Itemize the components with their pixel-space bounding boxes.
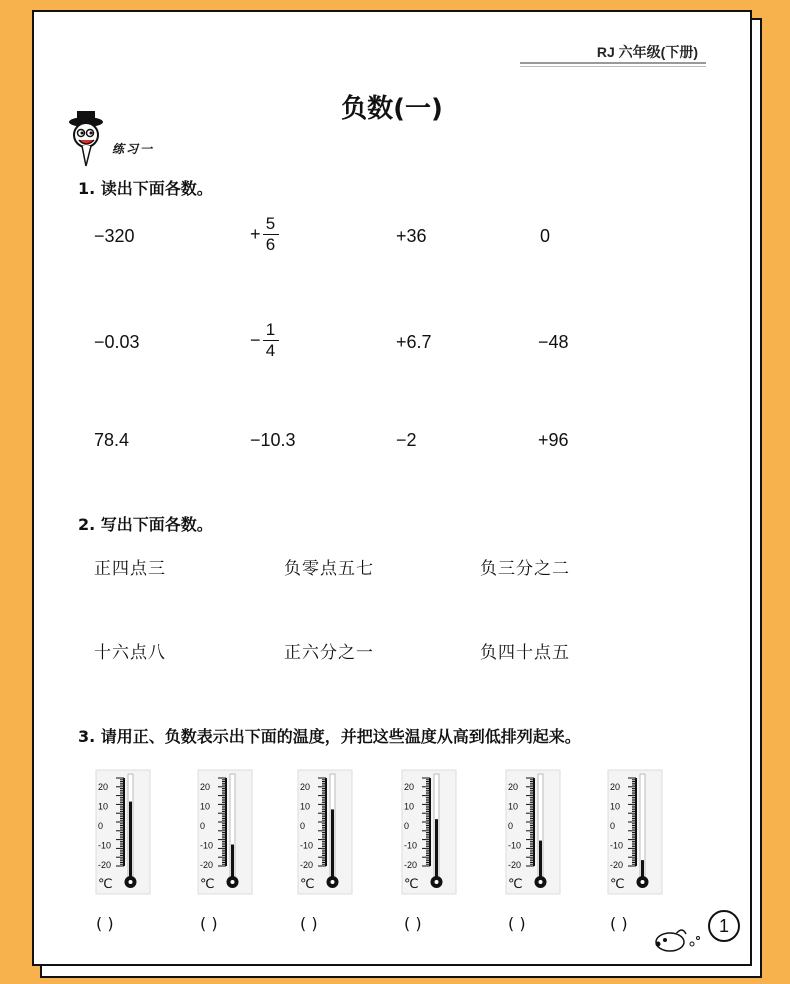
bulb-highlight <box>129 880 133 884</box>
page-title: 负数(一) <box>341 94 443 124</box>
scale-label: -10 <box>300 840 314 851</box>
answer-blank[interactable]: ( ) <box>200 914 218 933</box>
scale-label: 0 <box>508 821 514 831</box>
fraction-denominator: 4 <box>265 341 276 360</box>
bulb-highlight <box>231 880 235 884</box>
unit-label: ℃ <box>300 877 315 892</box>
scale-label: -20 <box>200 860 214 870</box>
number-item: −48 <box>538 332 569 352</box>
scale-label: 20 <box>200 782 211 792</box>
answer-blank[interactable]: ( ) <box>96 914 114 933</box>
scale-label: -10 <box>200 840 214 851</box>
bulb-highlight <box>435 880 439 884</box>
bulb-highlight <box>539 880 543 884</box>
scale-label: 10 <box>404 801 415 812</box>
chinese-number-item: 十六点八 <box>94 643 166 663</box>
thermometer <box>606 768 664 900</box>
scale-label: 10 <box>610 801 621 812</box>
thermometer <box>94 768 152 900</box>
scale-label: -20 <box>610 860 624 870</box>
number-item: +96 <box>538 430 569 450</box>
unit-label: ℃ <box>404 877 419 892</box>
thermometer <box>504 768 562 900</box>
unit-label: ℃ <box>98 877 113 892</box>
fraction-item <box>250 320 279 361</box>
unit-label: ℃ <box>508 877 523 892</box>
scale-label: 20 <box>98 782 109 792</box>
page-number: 1 <box>718 916 730 936</box>
fraction-numerator: 1 <box>265 320 276 339</box>
scale-label: -20 <box>508 860 522 870</box>
question-3-title: 3. 请用正、负数表示出下面的温度，并把这些温度从高到低排列起来。 <box>78 727 581 746</box>
scale-label: -20 <box>300 860 314 870</box>
number-item: +36 <box>396 226 427 246</box>
fraction-sign: + <box>250 224 261 244</box>
mercury-column <box>435 819 438 880</box>
thermometer <box>400 768 458 900</box>
scale-label: 20 <box>508 782 519 792</box>
question-2-title: 2. 写出下面各数。 <box>78 515 213 534</box>
number-item: +6.7 <box>396 332 432 352</box>
scale-label: 0 <box>404 821 410 831</box>
mercury-column <box>539 841 542 880</box>
question-1-title: 1. 读出下面各数。 <box>78 179 213 198</box>
thermometer <box>196 768 254 900</box>
answer-blank[interactable]: ( ) <box>610 914 628 933</box>
scale-label: 10 <box>300 801 311 812</box>
chinese-number-item: 负三分之二 <box>480 559 570 579</box>
fraction-denominator: 6 <box>265 235 276 254</box>
scale-label: 0 <box>98 821 104 831</box>
chinese-number-item: 负四十点五 <box>480 643 570 663</box>
bulb-highlight <box>641 880 645 884</box>
scale-label: 20 <box>404 782 415 792</box>
mascot-icon <box>64 108 120 168</box>
scale-label: 20 <box>300 782 311 792</box>
scale-label: 0 <box>200 821 206 831</box>
fraction-item <box>250 214 279 255</box>
unit-label: ℃ <box>200 877 215 892</box>
scale-label: 10 <box>508 801 519 812</box>
scale-label: 0 <box>300 821 306 831</box>
scale-label: 20 <box>610 782 621 792</box>
scale-label: -10 <box>98 840 112 851</box>
number-item: −10.3 <box>250 430 296 450</box>
chinese-number-item: 正四点三 <box>94 559 166 579</box>
page-number-badge <box>706 908 742 944</box>
scale-label: -10 <box>508 840 522 851</box>
header-rule-thin <box>520 66 706 67</box>
number-item: −0.03 <box>94 332 140 352</box>
answer-blank[interactable]: ( ) <box>508 914 526 933</box>
thermometer <box>296 768 354 900</box>
mercury-column <box>129 802 132 880</box>
practice-label: 练习一 <box>112 142 155 156</box>
grade-tag: RJ 六年级(下册) <box>596 44 698 60</box>
number-item: −320 <box>94 226 135 246</box>
scale-label: -10 <box>404 840 418 851</box>
number-item: −2 <box>396 430 417 450</box>
unit-label: ℃ <box>610 877 625 892</box>
scale-label: 0 <box>610 821 616 831</box>
number-item: 78.4 <box>94 430 130 450</box>
answer-blank[interactable]: ( ) <box>300 914 318 933</box>
scale-label: 10 <box>200 801 211 812</box>
chinese-number-item: 负零点五七 <box>284 559 374 579</box>
scale-label: 10 <box>98 801 109 812</box>
answer-blank[interactable]: ( ) <box>404 914 422 933</box>
cartoon-dog-icon <box>652 924 704 954</box>
scale-label: -10 <box>610 840 624 851</box>
mercury-column <box>231 845 234 881</box>
scale-label: -20 <box>404 860 418 870</box>
header-rule <box>520 62 706 64</box>
fraction-sign: − <box>250 330 261 350</box>
scale-label: -20 <box>98 860 112 870</box>
chinese-number-item: 正六分之一 <box>284 643 374 663</box>
bulb-highlight <box>331 880 335 884</box>
number-item: 0 <box>540 226 551 246</box>
worksheet-page <box>32 10 752 966</box>
fraction-numerator: 5 <box>265 214 276 233</box>
mercury-column <box>331 809 334 880</box>
